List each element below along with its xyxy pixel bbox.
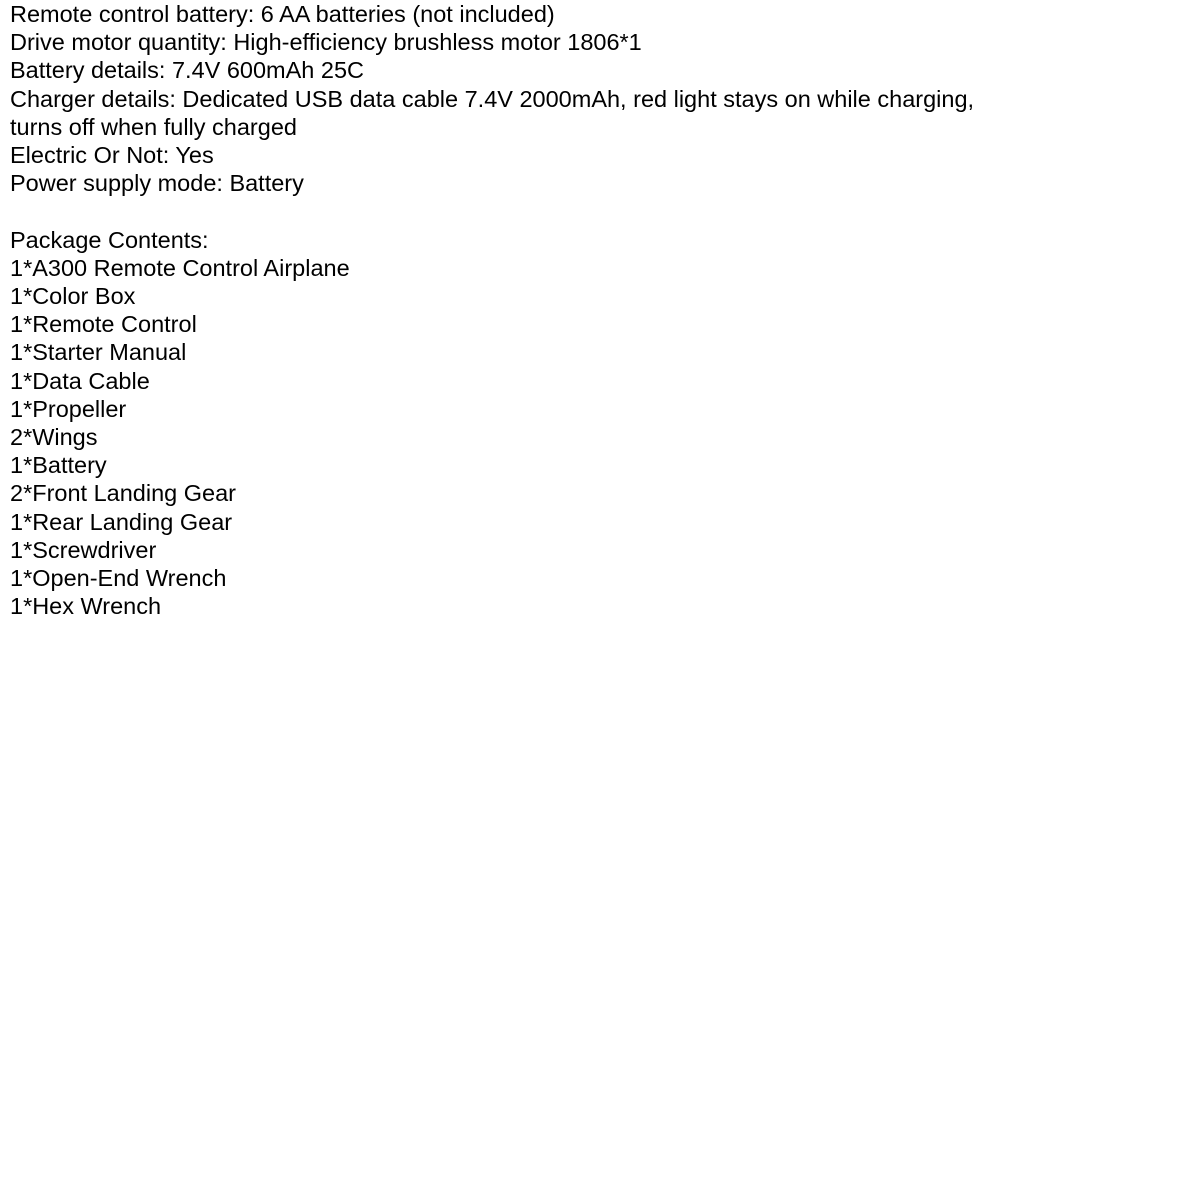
spec-line: turns off when fully charged bbox=[10, 113, 297, 140]
package-item: 1*Propeller bbox=[10, 395, 127, 422]
spec-line: Electric Or Not: Yes bbox=[10, 142, 214, 169]
spec-line: Drive motor quantity: High-efficiency brushless motor 1806*1 bbox=[10, 29, 642, 56]
spec-line: Remote control battery: 6 AA batteries (not included) bbox=[10, 1, 555, 27]
package-item: 1*Remote Control bbox=[10, 311, 197, 338]
spec-line: Battery details: 7.4V 600mAh 25C bbox=[10, 57, 365, 84]
package-item: 2*Wings bbox=[10, 424, 98, 451]
package-item: 1*Data Cable bbox=[10, 367, 150, 394]
package-contents-heading: Package Contents: bbox=[10, 226, 209, 253]
package-contents bbox=[10, 226, 1190, 621]
spec-line: Power supply mode: Battery bbox=[10, 170, 304, 197]
package-item: 1*Battery bbox=[10, 452, 107, 479]
package-item: 1*Rear Landing Gear bbox=[10, 508, 233, 535]
package-item: 2*Front Landing Gear bbox=[10, 480, 237, 507]
package-item: 1*Screwdriver bbox=[10, 536, 157, 563]
package-item: 1*A300 Remote Control Airplane bbox=[10, 254, 350, 281]
package-item: 1*Color Box bbox=[10, 283, 136, 310]
product-spec-document bbox=[10, 0, 1190, 620]
spec-list bbox=[10, 0, 1190, 197]
package-item: 1*Open-End Wrench bbox=[10, 565, 227, 592]
package-item: 1*Hex Wrench bbox=[10, 593, 162, 620]
package-item: 1*Starter Manual bbox=[10, 339, 187, 366]
blank-line bbox=[10, 197, 1190, 225]
spec-line: Charger details: Dedicated USB data cable 7.4V 2000mAh, red light stays on while charging, bbox=[10, 85, 975, 112]
